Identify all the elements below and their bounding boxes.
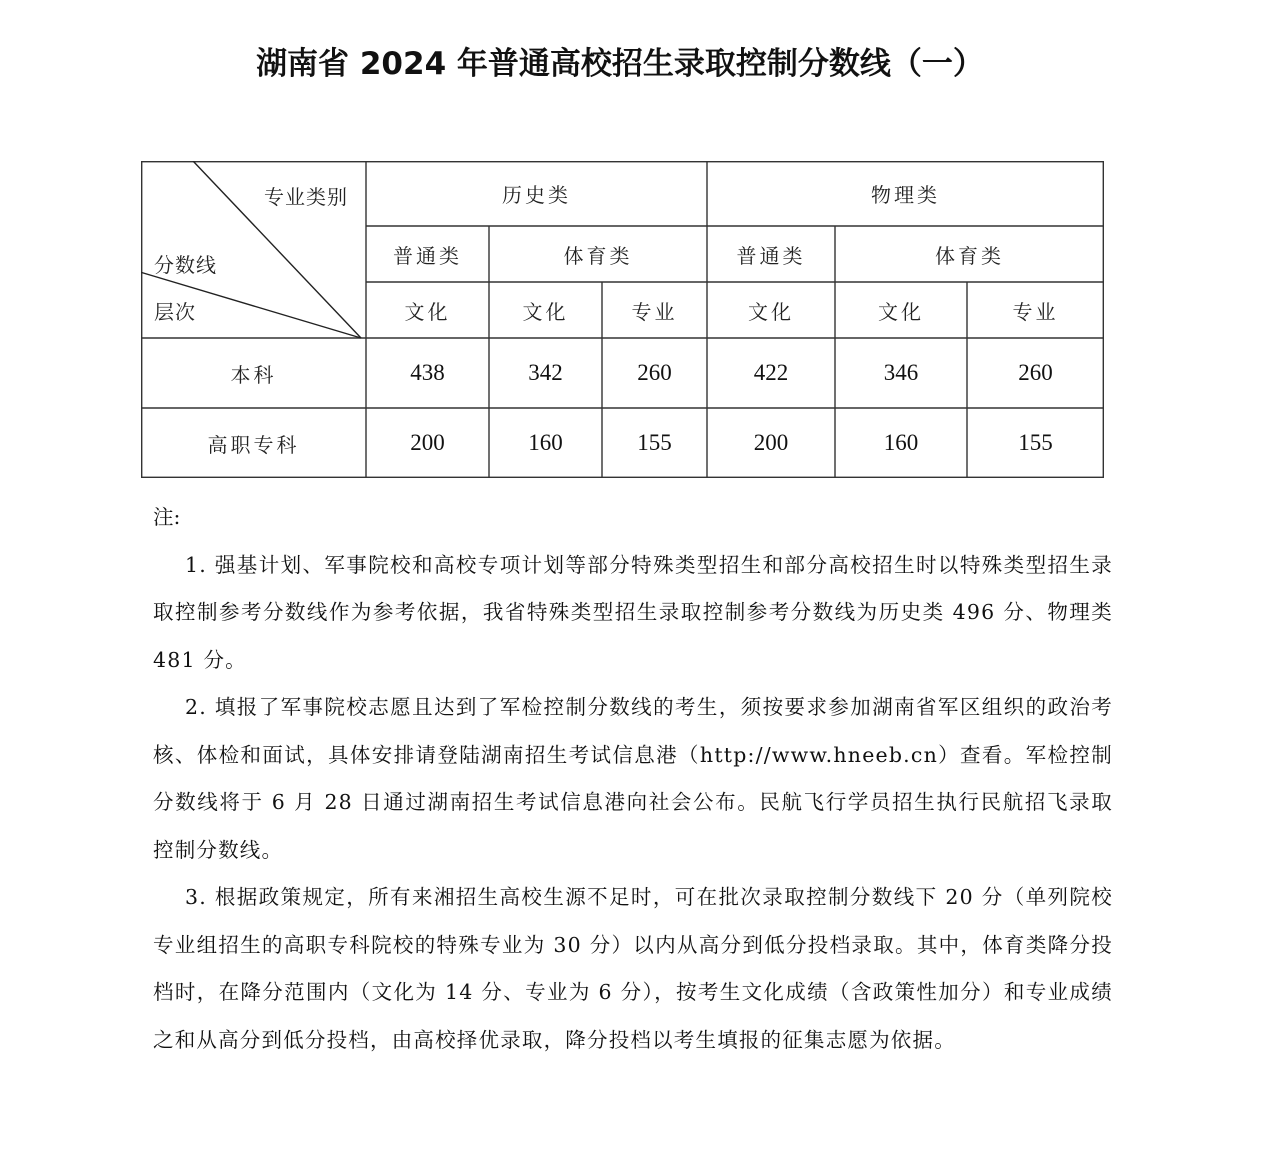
table-cell: 155	[1018, 430, 1053, 455]
table-cell: 160	[883, 430, 919, 455]
table-cell: 155	[637, 430, 672, 455]
header-history-general: 普通类	[393, 243, 462, 268]
row-label-undergraduate: 本科	[230, 362, 277, 387]
corner-label-category: 专业类别	[264, 185, 348, 209]
header-physics: 物理类	[871, 183, 940, 207]
table-cell: 160	[528, 430, 563, 455]
page-title: 湖南省 2024 年普通高校招生录取控制分数线（一）	[256, 46, 984, 82]
table-cell: 438	[410, 360, 445, 385]
notes-section	[153, 494, 1113, 1064]
header-col-culture: 文化	[878, 299, 924, 324]
notes-heading: 注:	[153, 505, 181, 529]
header-physics-sports: 体育类	[935, 243, 1004, 268]
header-col-major: 专业	[631, 299, 678, 324]
header-col-major: 专业	[1012, 299, 1059, 324]
header-col-culture: 文化	[404, 299, 451, 324]
corner-label-score-line: 分数线	[154, 253, 217, 277]
table-cell: 346	[883, 360, 919, 385]
corner-label-level: 层次	[154, 300, 196, 324]
header-col-culture: 文化	[522, 299, 569, 324]
header-physics-general: 普通类	[736, 243, 806, 268]
table-cell: 200	[410, 430, 445, 455]
table-cell: 342	[528, 360, 563, 385]
header-history-sports: 体育类	[563, 243, 633, 268]
header-history: 历史类	[502, 183, 571, 207]
header-col-culture: 文化	[748, 299, 794, 324]
table-cell: 260	[1018, 360, 1053, 385]
score-table	[141, 161, 1104, 478]
table-cell: 422	[753, 360, 789, 385]
note-item-1: 1. 强基计划、军事院校和高校专项计划等部分特殊类型招生和部分高校招生时以特殊类型招生录取控制参考分数线作为参考依据，我省特殊类型招生录取控制参考分数线为历史类 496 分、物理类 481 分。	[153, 552, 1113, 672]
note-item-3: 3. 根据政策规定，所有来湘招生高校生源不足时，可在批次录取控制分数线下 20 分（单列院校专业组招生的高职专科院校的特殊专业为 30 分）以内从高分到低分投档录取。其中，体育类降分投档时，在降分范围内（文化为 14 分、专业为 6 分），按考生文化成绩（含政策性加分）和专业成绩之和从高分到低分投档，由高校择优录取，降分投档以考生填报的征集志愿为依据。	[153, 885, 1113, 1052]
row-label-vocational: 高职专科	[207, 432, 300, 457]
table-cell: 260	[637, 360, 672, 385]
table-cell: 200	[753, 430, 789, 455]
note-item-2: 2. 填报了军事院校志愿且达到了军检控制分数线的考生，须按要求参加湖南省军区组织的政治考核、体检和面试，具体安排请登陆湖南招生考试信息港（http://www.hneeb.cn）查看。军检控制分数线将于 6 月 28 日通过湖南招生考试信息港向社会公布。民航飞行学员招生执行民航招飞录取控制分数线。	[153, 695, 1113, 862]
